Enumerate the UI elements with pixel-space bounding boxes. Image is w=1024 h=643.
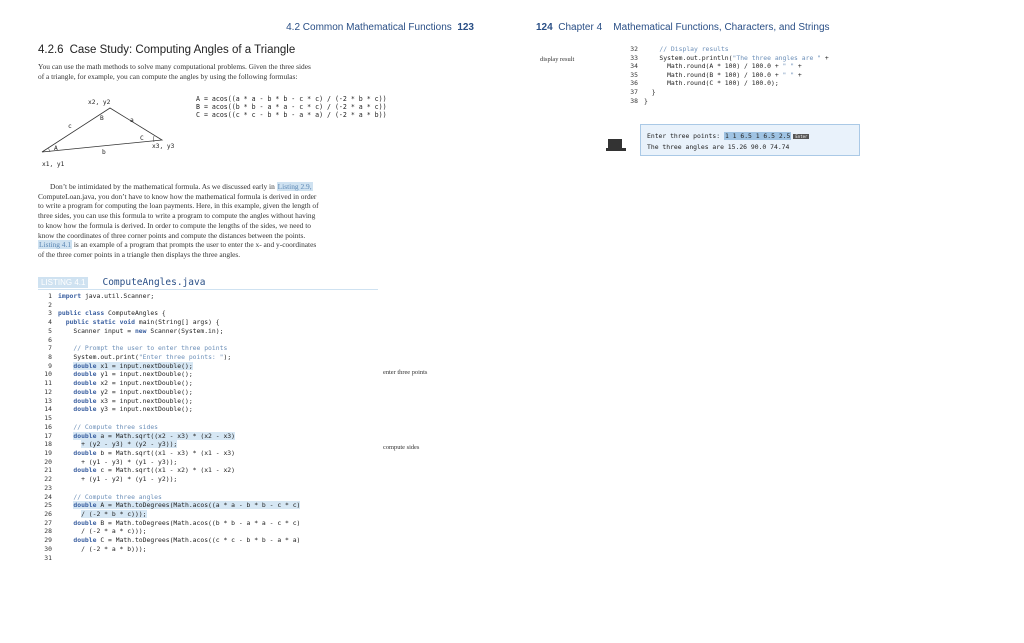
listing-filename: ComputeAngles.java xyxy=(102,277,206,288)
listing-2-9-link[interactable]: Listing 2.9, xyxy=(277,182,312,191)
console-output-icon xyxy=(606,138,626,152)
line-number: 30 xyxy=(44,544,52,553)
line-number: 1 xyxy=(48,292,52,300)
code-text: + (y1 - y3) * (y1 - y3)); xyxy=(58,457,178,466)
code-text: double b = Math.sqrt((x1 - x3) * (x1 - x3) xyxy=(73,448,235,457)
code-text: double y1 = input.nextDouble(); xyxy=(73,370,193,379)
line-number: 33 xyxy=(630,53,638,62)
line-number: 10 xyxy=(44,370,52,379)
line-number: 14 xyxy=(44,405,52,414)
code-text: double x3 = input.nextDouble(); xyxy=(73,396,193,405)
section-heading: Case Study: Computing Angles of a Triangle xyxy=(69,44,296,56)
code-line xyxy=(44,484,380,492)
intro-line: of a triangle, for example, you can compute the angles by using the following formulas: xyxy=(38,71,298,81)
code-text: double A = Math.toDegrees(Math.acos((a * a - b * b - c * c) xyxy=(73,501,301,510)
listing-title xyxy=(38,277,205,288)
code-line xyxy=(44,475,380,483)
side-c-label: c xyxy=(68,123,72,130)
code-text: + (y1 - y2) * (y1 - y2)); xyxy=(58,475,178,484)
code-line xyxy=(44,545,380,553)
code-line xyxy=(630,97,880,105)
section-title xyxy=(38,44,295,56)
code-line xyxy=(44,309,380,317)
angle-c-label: C xyxy=(140,135,144,142)
code-text: double y3 = input.nextDouble(); xyxy=(73,405,193,414)
output-line-result: The three angles are 15.26 90.0 74.74 xyxy=(647,143,790,151)
body-paragraph xyxy=(38,182,380,260)
line-number: 18 xyxy=(44,440,52,449)
page-number: 124 xyxy=(536,22,553,33)
body-text: is an example of a program that prompts the user to enter the x- and y-coordinates xyxy=(72,240,317,250)
code-text: // Compute three sides xyxy=(58,422,159,431)
line-number: 8 xyxy=(48,353,52,362)
line-number: 34 xyxy=(630,62,638,71)
line-number: 17 xyxy=(44,431,52,440)
line-number: 11 xyxy=(44,379,52,388)
code-text: public static void main(String[] args) { xyxy=(65,318,220,327)
running-head-left xyxy=(286,22,474,33)
code-line xyxy=(44,405,380,413)
line-number: 27 xyxy=(44,518,52,527)
line-number: 29 xyxy=(44,536,52,545)
line-number: 35 xyxy=(630,70,638,79)
line-number: 38 xyxy=(630,96,638,105)
body-text: Don’t be intimidated by the mathematical formula. As we discussed early in xyxy=(50,182,277,191)
output-line-prompt xyxy=(647,132,809,140)
code-line xyxy=(630,71,880,79)
line-number: 7 xyxy=(48,344,52,353)
code-line xyxy=(44,388,380,396)
body-line xyxy=(38,240,380,250)
console-output-box xyxy=(640,124,860,156)
body-line: know the coordinates of three corner points and compute the distances between the points. xyxy=(38,230,306,240)
code-line xyxy=(44,414,380,422)
line-number: 37 xyxy=(630,88,638,96)
line-number: 16 xyxy=(44,422,52,431)
code-text: System.out.print("Enter three points: "); xyxy=(58,353,232,362)
page-number: 123 xyxy=(457,22,474,33)
code-text: double B = Math.toDegrees(Math.acos((b * b - a * a - c * c) xyxy=(73,518,301,527)
code-text: Math.round(B * 100) / 100.0 + " " + xyxy=(644,70,802,79)
body-line: to write a program for computing the loan payments. Here, in this example, given the length of xyxy=(38,201,319,211)
side-a-label: a xyxy=(130,117,134,124)
code-line xyxy=(630,79,880,87)
code-text: Scanner input = new Scanner(System.in); xyxy=(58,326,224,335)
line-number: 21 xyxy=(44,466,52,475)
line-number: 20 xyxy=(44,457,52,466)
angle-b-label: B xyxy=(100,115,104,122)
code-line xyxy=(44,432,380,440)
body-line: of the three corner points in a triangle then displays the three angles. xyxy=(38,249,241,259)
code-text: // Compute three angles xyxy=(58,492,162,501)
code-text: import java.util.Scanner; xyxy=(58,292,155,300)
running-head-title: 4.2 Common Mathematical Functions xyxy=(286,22,452,33)
code-text: } xyxy=(644,88,656,96)
line-number: 31 xyxy=(44,553,52,562)
code-text: Math.round(C * 100) / 100.0); xyxy=(644,79,779,88)
body-line: three sides, you can use this formula to write a program to compute the angles without having xyxy=(38,211,316,221)
line-number: 5 xyxy=(48,326,52,335)
triangle-diagram xyxy=(32,92,202,172)
code-line xyxy=(44,318,380,326)
formula-b: B = acos((b * b - a * a - c * c) / (-2 * a * c)) xyxy=(196,103,387,111)
line-number: 23 xyxy=(44,483,52,492)
angle-arc-c xyxy=(153,136,154,142)
code-line xyxy=(44,423,380,431)
code-line xyxy=(44,344,380,352)
code-text: System.out.println("The three angles are " + xyxy=(644,53,829,62)
line-number: 2 xyxy=(48,300,52,309)
line-number: 4 xyxy=(48,318,52,327)
code-line xyxy=(44,493,380,501)
code-line xyxy=(44,554,380,562)
code-text: double x1 = input.nextDouble(); xyxy=(73,361,193,370)
line-number: 24 xyxy=(44,492,52,501)
code-text: } xyxy=(644,96,648,105)
listing-rule xyxy=(38,289,378,290)
point-1-label: x1, y1 xyxy=(42,161,65,168)
code-line xyxy=(630,62,880,70)
line-number: 19 xyxy=(44,448,52,457)
code-text: double a = Math.sqrt((x2 - x3) * (x2 - x3) xyxy=(73,431,235,440)
code-line xyxy=(630,54,880,62)
code-text: public class ComputeAngles { xyxy=(58,309,166,318)
line-number: 15 xyxy=(44,414,52,423)
formula-c: C = acos((c * c - b * b - a * a) / (-2 * a * b)) xyxy=(196,111,387,119)
point-3-label: x3, y3 xyxy=(152,143,175,150)
code-line xyxy=(44,336,380,344)
body-line: to know how the formula is derived. In order to compute the lengths of the sides, we need to xyxy=(38,220,311,230)
code-line xyxy=(44,397,380,405)
code-line xyxy=(44,449,380,457)
line-number: 9 xyxy=(48,361,52,370)
code-line xyxy=(44,536,380,544)
code-text: / (-2 * b * c))); xyxy=(81,510,147,518)
line-number: 32 xyxy=(630,45,638,53)
listing-tag: LISTING 4.1 xyxy=(38,277,88,288)
margin-note-compute-sides: compute sides xyxy=(383,444,420,451)
side-b-label: b xyxy=(102,149,106,156)
code-text: / (-2 * a * b))); xyxy=(58,544,147,553)
code-line xyxy=(44,301,380,309)
code-text: + (y2 - y3) * (y2 - y3)); xyxy=(81,440,178,449)
line-number: 13 xyxy=(44,396,52,405)
code-line xyxy=(44,510,380,518)
body-line: ComputeLoan.java, you don’t have to know how the mathematical formula is derived in order xyxy=(38,191,317,201)
code-line xyxy=(630,45,880,53)
intro-line: You can use the math methods to solve many computational problems. Given the three sides xyxy=(38,62,311,71)
line-number: 12 xyxy=(44,387,52,396)
code-line xyxy=(44,440,380,448)
line-number: 36 xyxy=(630,79,638,88)
code-line xyxy=(44,362,380,370)
code-line xyxy=(630,88,880,96)
line-number: 25 xyxy=(44,501,52,510)
section-number: 4.2.6 xyxy=(38,44,64,56)
code-text: double y2 = input.nextDouble(); xyxy=(73,387,193,396)
code-text: / (-2 * a * c))); xyxy=(58,527,147,536)
line-number: 22 xyxy=(44,475,52,484)
line-number: 28 xyxy=(44,527,52,536)
body-line xyxy=(38,182,380,192)
code-text: Math.round(A * 100) / 100.0 + " " + xyxy=(644,62,802,71)
code-text: double c = Math.sqrt((x1 - x2) * (x1 - x2) xyxy=(73,466,235,475)
code-line xyxy=(44,466,380,474)
line-number: 3 xyxy=(48,309,52,318)
margin-note-enter-points: enter three points xyxy=(383,369,428,376)
code-line xyxy=(44,458,380,466)
code-line xyxy=(44,379,380,387)
chapter-label: Chapter 4 xyxy=(558,22,603,33)
running-head-right xyxy=(536,22,830,33)
margin-note-display-result: display result xyxy=(540,56,575,63)
user-input-value: 1 1 6.5 1 6.5 2.5 xyxy=(724,132,791,140)
code-text: double C = Math.toDegrees(Math.acos((c * c - b * b - a * a) xyxy=(73,536,301,545)
code-line xyxy=(44,527,380,535)
formula-a: A = acos((a * a - b * b - c * c) / (-2 * b * c)) xyxy=(196,95,387,103)
line-number: 26 xyxy=(44,510,52,518)
code-line xyxy=(44,519,380,527)
code-text: double x2 = input.nextDouble(); xyxy=(73,379,193,388)
code-line xyxy=(44,353,380,361)
code-text: // Display results xyxy=(644,45,729,53)
code-line xyxy=(44,292,380,300)
chapter-title: Mathematical Functions, Characters, and Strings xyxy=(613,22,830,33)
angle-a-label: A xyxy=(54,145,58,152)
code-line xyxy=(44,370,380,378)
line-number: 6 xyxy=(48,335,52,344)
intro-paragraph xyxy=(38,62,378,81)
listing-4-1-link[interactable]: Listing 4.1 xyxy=(39,240,72,250)
output-prompt: Enter three points: xyxy=(647,132,724,140)
code-line xyxy=(44,501,380,509)
code-line xyxy=(44,327,380,335)
enter-key-icon: Enter xyxy=(795,133,808,139)
code-text: // Prompt the user to enter three points xyxy=(58,344,228,353)
point-2-label: x2, y2 xyxy=(88,99,111,106)
